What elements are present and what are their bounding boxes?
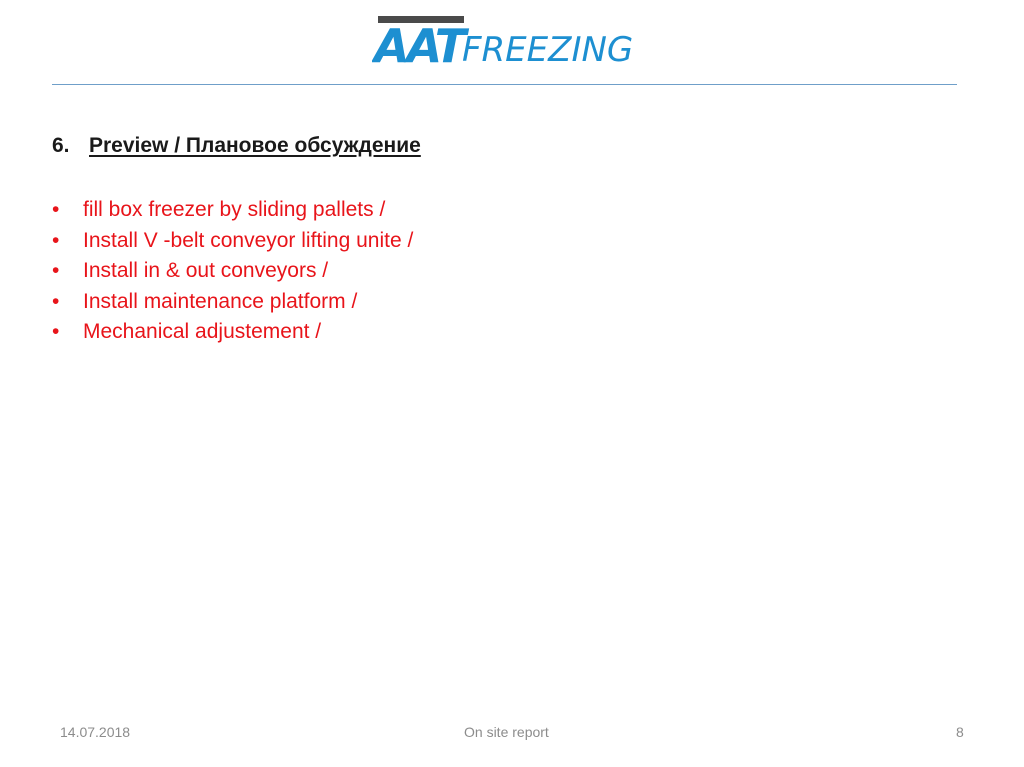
list-item [52,195,413,226]
list-item-text: Install in & out conveyors / [83,259,329,282]
list-item [52,317,413,348]
logo-wordmark: FREEZING [462,30,634,70]
header-divider [52,84,957,85]
footer-title: On site report [464,724,549,740]
footer-date: 14.07.2018 [60,724,131,740]
bullet-icon: • [52,228,60,252]
list-item-text: Install V -belt conveyor lifting unite / [83,228,414,252]
list-item [52,287,413,318]
bullet-list [52,195,413,348]
list-item-text: Mechanical adjustement / [83,320,322,343]
list-item [52,256,413,287]
bullet-icon: • [52,320,60,343]
logo-graphic [372,12,642,72]
logo-mark: AAT [374,19,464,72]
bullet-icon: • [52,289,60,313]
list-item [52,226,413,257]
section-number: 6. [52,134,70,157]
bullet-icon: • [52,259,60,282]
list-item-text: fill box freezer by sliding pallets / [83,198,386,221]
section-heading [52,134,421,158]
section-title: Preview / Плановое обсуждение [89,134,421,157]
list-item-text: Install maintenance platform / [83,289,358,313]
bullet-icon: • [52,198,60,221]
page-number: 8 [956,724,964,740]
aat-freezing-logo [372,12,642,72]
